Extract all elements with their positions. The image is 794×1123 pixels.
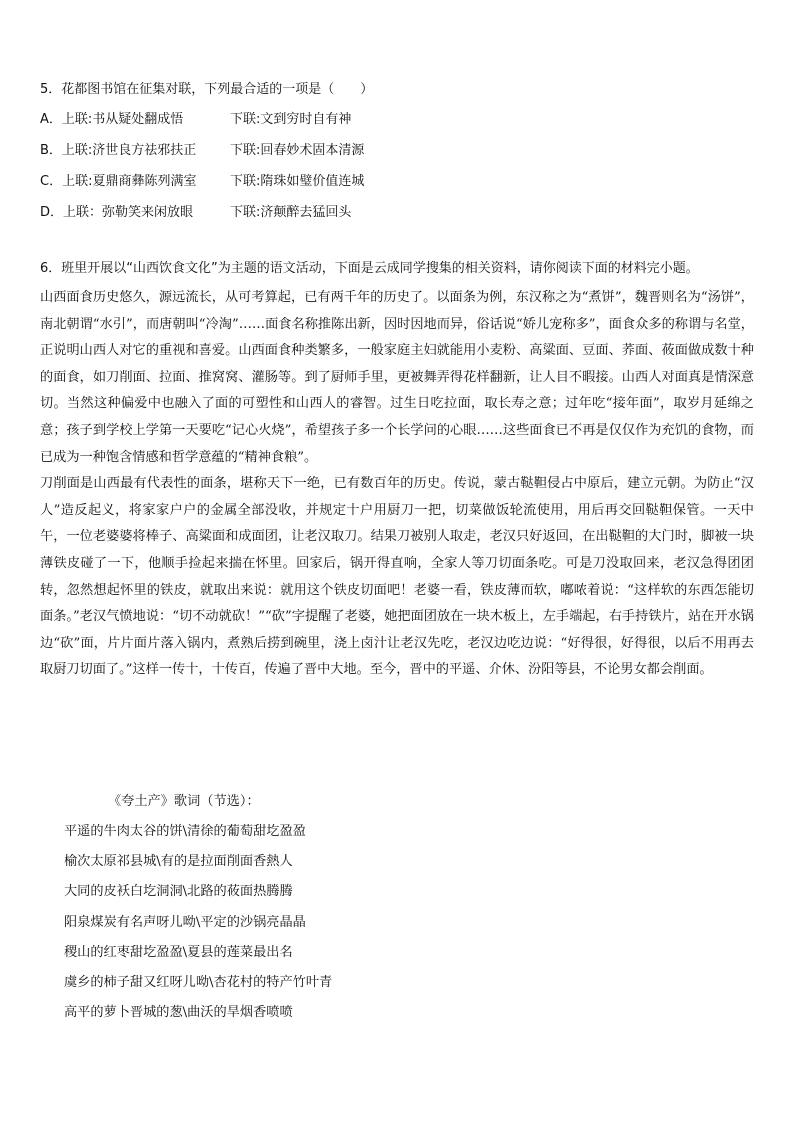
- song-title: 《夸土产》歌词（节选）：: [108, 794, 260, 809]
- question-5: [40, 80, 373, 234]
- lyric-line: 阳泉煤炭有名声呀儿呦\平定的沙锅亮晶晶: [64, 914, 306, 930]
- option-a-lower: 下联:文到穷时自有神: [230, 112, 352, 127]
- option-c-lower: 下联:隋珠如璧价值连城: [230, 174, 365, 189]
- option-c-upper: C．上联:夏鼎商彝陈列满室: [40, 174, 197, 189]
- lyric-line: 平遥的牛肉太谷的饼\清徐的葡萄甜圪盈盈: [64, 824, 306, 839]
- song-lyrics: [64, 822, 332, 1033]
- option-d-upper: D．上联：弥勒笑来闲放眼: [40, 205, 194, 220]
- lyric-line: 虞乡的柿子甜又红呀儿呦\杏花村的特产竹叶青: [64, 974, 333, 990]
- option-d: [40, 203, 373, 234]
- option-b: [40, 141, 373, 172]
- material-paragraph-2: 刀削面是山西最有代表性的面条，堪称天下一绝，已有数百年的历史。传说，蒙古鞑靼侵占中原后，建立元朝。为防止“汉人”造反起义，将家家户户的金属全部没收，并规定十户用厨刀一把，切菜做饭轮流使用，用后再交回鞑靼保管。一天中午，一位老婆婆将棒子、高粱面和成面团，让老汉取刀。结果刀被别人取走，老汉只好返回，在出鞑靼的大门时，脚被一块薄铁皮碰了一下，他顺手捡起来揣在怀里。回家后，锅开得直响，全家人等刀切面条吃。可是刀没取回来，老汉急得团团转，忽然想起怀里的铁皮，就取出来说：就用这个铁皮切面吧！老婆一看，铁皮薄而软，嘟哝着说：“这样软的东西怎能切面条。”老汉气愤地说：“切不动就砍！”“砍”字提醒了老婆，她把面团放在一块木板上，左手端起，右手持铁片，站在开水锅边“砍”面，片片面片落入锅内，煮熟后捞到碗里，浇上卤汁让老汉先吃，老汉边吃边说：“好得很，好得很，以后不用再去取厨刀切面了。”这样一传十，十传百，传遍了晋中大地。至今，晋中的平遥、介休、汾阳等县，不论男女都会削面。: [40, 476, 754, 678]
- question-6: [40, 259, 754, 684]
- option-a-upper: A．上联:书从疑处翻成悟: [40, 112, 184, 127]
- question-5-stem: 5．花都图书馆在征集对联，下列最合适的一项是（ ）: [40, 82, 374, 97]
- option-a: [40, 110, 373, 141]
- option-b-lower: 下联:回春妙术固本清源: [230, 143, 365, 158]
- lyric-line: 高平的萝卜晋城的葱\曲沃的旱烟香喷喷: [64, 1005, 293, 1021]
- question-6-stem: 6．班里开展以“山西饮食文化”为主题的语文活动，下面是云成同学搜集的相关资料，请你阅读下面的材料完小题。: [40, 261, 699, 276]
- lyric-line: 大同的皮袄白圪洞洞\北路的莜面热腾腾: [64, 884, 293, 900]
- option-c: [40, 172, 373, 203]
- option-d-lower: 下联:济颠醉去猛回头: [230, 205, 352, 220]
- lyric-line: 稷山的红枣甜圪盈盈\夏县的莲菜最出名: [64, 944, 293, 960]
- material-paragraph-1: 山西面食历史悠久，源远流长，从可考算起，已有两千年的历史了。以面条为例，东汉称之为“煮饼”，魏晋则名为“汤饼”，南北朝谓“水引”，而唐朝叫“冷淘”……面食名称推陈出新，因时因地而异，俗话说“娇儿宠称多”，面食众多的称谓与名堂，正说明山西人对它的重视和喜爱。山西面食种类繁多，一般家庭主妇就能用小麦粉、高粱面、豆面、荞面、莜面做成数十种的面食，如刀削面、拉面、推窝窝、灌肠等。到了厨师手里，更被舞弄得花样翻新，让人目不暇接。山西人对面真是情深意切。当然这种偏爱中也融入了面的可塑性和山西人的睿智。过生日吃拉面，取长寿之意；过年吃“接年面”，取岁月延绵之意；孩子到学校上学第一天要吃“记心火烧”，希望孩子多一个长学问的心眼……这些面食已不再是仅仅作为充饥的食物，而已成为一种饱含情感和哲学意蕴的“精神食粮”。: [40, 290, 754, 465]
- lyric-line: 榆次太原祁县城\有的是拉面削面香熱人: [64, 854, 293, 870]
- option-b-upper: B．上联:济世良方祛邪扶正: [40, 143, 197, 158]
